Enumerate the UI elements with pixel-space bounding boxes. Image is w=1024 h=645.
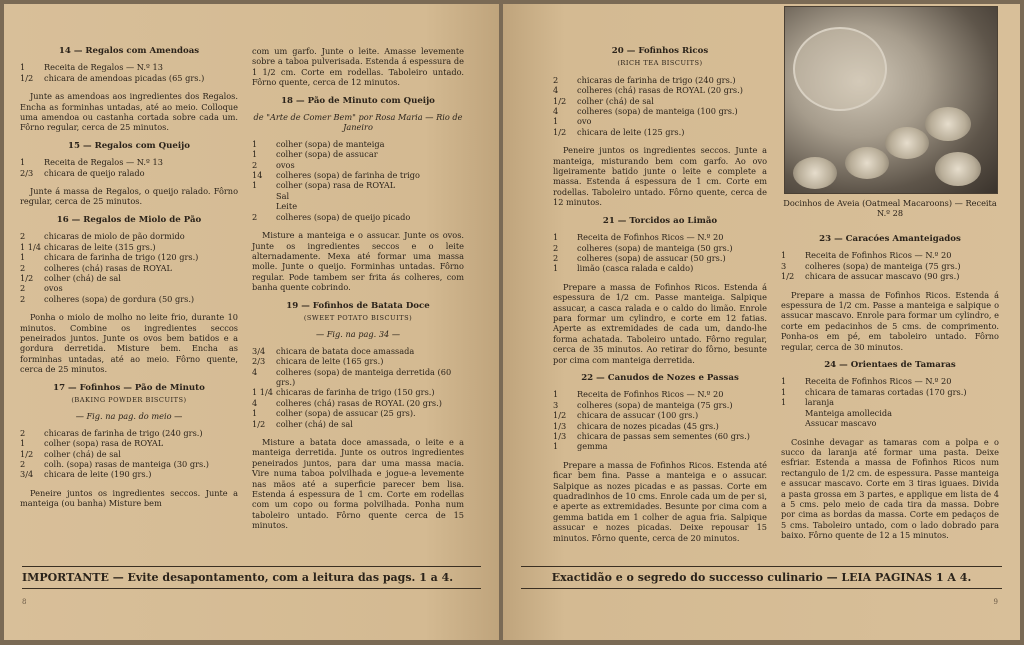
ingredient-line — [20, 273, 238, 283]
ingredient-quantity: 2 — [553, 252, 559, 263]
ingredient-text: chicara de passas sem sementes (60 grs.) — [577, 431, 750, 441]
ingredient-line — [252, 367, 464, 388]
ingredient-line — [553, 127, 767, 137]
ingredient-text: colheres (sopa) de manteiga (75 grs.) — [805, 260, 961, 271]
left-page — [4, 4, 499, 640]
right-page-number: 9 — [993, 598, 998, 606]
ingredient-quantity: 1 — [252, 149, 258, 160]
ingredient-text: chicaras de farinha de trigo (240 grs.) — [577, 74, 736, 85]
recipe-heading: 17 — Fofinhos — Pão de Minuto — [53, 382, 205, 393]
ingredient-line — [252, 346, 464, 356]
ingredient-line — [781, 250, 999, 260]
ingredient-text: colher (chá) de sal — [276, 418, 353, 429]
instructions-paragraph: Cosinhe devagar as tamaras com a polpa e o succo da laranja até formar uma pasta. Deixe esfriar. Estenda a massa de Fofinhos Ricos num rectangulo de 1/2 cm. de espessura. Passe manteiga e assucar mascavo. Corte em 3 tiras iguaes. Divida a pasta grossa em 3 partes, e applique em lista de 4 a 5 cms. pelo meio de cada tira da massa. Dobre por cima as bordas da massa. Corte em pedaços de 5 cms. Taboleiro untado, com o lado dobrado para baixo. Fôrno quente de 12 a 15 minutos. — [781, 436, 999, 541]
ingredient-text: chicara de queijo ralado — [44, 167, 145, 178]
instructions-paragraph: Junte á massa de Regalos, o queijo ralado. Fôrno regular, cerca de 25 minutos. — [20, 186, 238, 207]
ingredient-text: colher (sopa) rasa de ROYAL — [44, 438, 164, 449]
ingredient-quantity: 4 — [252, 366, 258, 377]
ingredient-text: chicara de amendoas picadas (65 grs.) — [44, 72, 205, 83]
right-page — [503, 4, 1020, 640]
ingredient-line — [553, 85, 767, 95]
ingredient-quantity: 2 — [20, 459, 26, 469]
ingredient-quantity: 1/3 — [553, 420, 567, 431]
ingredient-text: Leite — [276, 201, 298, 212]
ingredient-quantity: 1/3 — [553, 431, 567, 441]
ingredient-line — [553, 106, 767, 116]
ingredient-text: chicara de assucar (100 grs.) — [577, 410, 699, 421]
ingredient-line — [20, 428, 238, 438]
ingredient-line — [252, 398, 464, 408]
ingredient-text: colheres (sopa) de gordura (50 grs.) — [44, 293, 195, 304]
figure-note: — Fig. na pag. 34 — — [315, 329, 401, 340]
ingredient-line — [20, 242, 238, 252]
ingredient-line — [20, 438, 238, 448]
right-column-1 — [553, 38, 767, 547]
ingredient-quantity: 2 — [252, 159, 258, 170]
ingredient-text: chicara de nozes picadas (45 grs.) — [577, 420, 719, 431]
ingredient-text: colher (sopa) rasa de ROYAL — [276, 180, 396, 191]
ingredient-line — [20, 252, 238, 262]
ingredient-quantity: 1/2 — [553, 410, 567, 421]
right-footer: Exactidão e o segredo do successo culinario — LEIA PAGINAS 1 A 4. — [521, 566, 1002, 589]
ingredient-quantity: 2 — [20, 283, 26, 294]
ingredient-text: chicara de assucar mascavo (90 grs.) — [805, 271, 960, 282]
ingredient-quantity: 1 — [20, 62, 26, 73]
instructions-paragraph: Ponha o miolo de molho no leite frio, durante 10 minutos. Combine os ingredientes seccos peneirados juntos. Junte os ovos bem batidos e a gordura derretida. Misture bem. Encha as forminhas untadas, até ao meio. Fôrno quente, cerca de 25 minutos. — [20, 312, 238, 375]
ingredient-quantity: 3 — [553, 399, 559, 410]
ingredient-quantity: 1 — [553, 263, 559, 274]
recipe-heading: 22 — Canudos de Nozes e Passas — [581, 372, 739, 383]
ingredient-line — [553, 253, 767, 263]
ingredient-line — [20, 449, 238, 459]
figure-note: de "Arte de Comer Bem" por Rosa Maria — Rio de Janeiro — [253, 112, 463, 133]
ingredient-text: colheres (chá) rasas de ROYAL — [44, 262, 172, 273]
ingredient-line — [252, 191, 464, 201]
cookie — [793, 157, 837, 189]
ingredient-text: Receita de Fofinhos Ricos — N.º 20 — [805, 376, 952, 387]
recipe-heading: 24 — Orientaes de Tamaras — [824, 360, 956, 371]
ingredient-text: Receita de Regalos — N.º 13 — [44, 62, 163, 73]
ingredient-text: chicaras de farinha de trigo (150 grs.) — [276, 387, 435, 398]
ingredient-text: chicaras de miolo de pão dormido — [44, 231, 185, 242]
instructions-paragraph: Prepare a massa de Fofinhos Ricos. Estenda á espessura de 1/2 cm. Passe manteiga. Salpique assucar, a casca ralada e o caldo do limão. Enrole para formar um cylindro, e corte em 12 fatias. Aperte as extremidades de cada um, dando-lhe forma achatada. Taboleiro untado. Fôrno regular, cerca de 35 minutos. Ao retirar do fôrno, besunte por cima com manteiga derretida. — [553, 281, 767, 365]
ingredient-quantity: 1 — [553, 389, 559, 400]
ingredient-line — [252, 419, 464, 429]
ingredient-quantity: 1/2 — [20, 448, 34, 459]
ingredient-quantity: 3 — [781, 260, 787, 271]
recipe-subtitle: (RICH TEA BISCUITS) — [617, 59, 703, 68]
cookie — [935, 152, 981, 186]
ingredient-quantity: 1 — [553, 441, 559, 452]
ingredient-quantity: 4 — [252, 397, 258, 408]
ingredient-quantity: 2 — [20, 262, 26, 273]
recipe-subtitle: (BAKING POWDER BISCUITS) — [71, 395, 187, 404]
ingredient-line — [252, 356, 464, 366]
ingredient-quantity — [252, 191, 276, 201]
ingredient-text: chicara de leite (190 grs.) — [44, 469, 152, 480]
ingredient-quantity: 1/2 — [553, 126, 567, 137]
recipe-subtitle: (SWEET POTATO BISCUITS) — [303, 313, 413, 322]
ingredient-text: chicara de leite (165 grs.) — [276, 356, 384, 367]
ingredient-line — [553, 232, 767, 242]
ingredient-quantity: 1/2 — [20, 272, 34, 283]
recipe-heading: 16 — Regalos de Miolo de Pão — [56, 214, 202, 225]
ingredient-text: colheres (sopa) de manteiga (75 grs.) — [577, 399, 733, 410]
recipe-heading: 21 — Torcidos ao Limão — [602, 215, 718, 226]
ingredient-line — [553, 96, 767, 106]
ingredient-quantity: 1 — [553, 116, 559, 127]
ingredient-quantity: 2 — [553, 74, 559, 85]
ingredient-text: chicaras de farinha de trigo (240 grs.) — [44, 427, 203, 438]
ingredient-line — [553, 421, 767, 431]
left-column-1 — [20, 38, 238, 513]
ingredient-line — [553, 431, 767, 441]
ingredient-line — [20, 294, 238, 304]
ingredient-text: colher (sopa) de manteiga — [276, 138, 385, 149]
ingredient-line — [252, 201, 464, 211]
ingredient-line — [20, 263, 238, 273]
ingredient-line — [252, 180, 464, 190]
ingredient-line — [252, 160, 464, 170]
ingredient-quantity: 2 — [20, 293, 26, 304]
ingredient-line — [20, 62, 238, 72]
ingredient-quantity: 1 1/4 — [20, 241, 41, 252]
ingredient-quantity: 1 — [781, 376, 787, 387]
macaroons-photo — [784, 6, 998, 194]
ingredient-text: colh. (sopa) rasas de manteiga (30 grs.) — [44, 459, 209, 469]
ingredient-line — [553, 243, 767, 253]
ingredient-line — [553, 75, 767, 85]
ingredient-quantity: 1 — [781, 397, 787, 408]
cookie — [885, 127, 929, 159]
ingredient-quantity: 1 — [553, 232, 559, 243]
photo-caption: Docinhos de Aveia (Oatmeal Macaroons) — Receita N.º 28 — [783, 198, 997, 219]
ingredient-text: laranja — [805, 397, 834, 408]
cookie — [845, 147, 889, 179]
ingredient-text: colheres (sopa) de manteiga (100 grs.) — [577, 106, 738, 117]
right-column-2 — [781, 226, 999, 545]
ingredient-text: colheres (sopa) de manteiga derretida (60 grs.) — [276, 366, 452, 387]
instructions-paragraph: com um garfo. Junte o leite. Amasse levemente sobre a taboa pulverisada. Estenda á espessura de 1 1/2 cm. Corte em rodellas. Taboleiro untado. Fôrno quente, cerca de 12 minutos. — [252, 46, 464, 88]
ingredient-line — [553, 263, 767, 273]
ingredient-quantity: 2/3 — [20, 167, 34, 178]
cookie — [925, 107, 971, 141]
ingredient-text: colheres (sopa) de queijo picado — [276, 211, 411, 222]
ingredient-line — [20, 73, 238, 83]
ingredient-quantity: 3/4 — [252, 345, 266, 356]
ingredient-quantity — [781, 408, 805, 418]
recipe-heading: 23 — Caracóes Amanteigados — [819, 234, 961, 244]
ingredient-line — [781, 376, 999, 386]
ingredient-line — [252, 387, 464, 397]
ingredient-text: Receita de Regalos — N.º 13 — [44, 157, 163, 168]
ingredient-line — [252, 149, 464, 159]
ingredient-text: chicara de batata doce amassada — [276, 345, 415, 356]
ingredient-text: colheres (sopa) de manteiga (50 grs.) — [577, 242, 733, 253]
ingredient-quantity: 2/3 — [252, 356, 266, 367]
left-footer: IMPORTANTE — Evite desapontamento, com a leitura das pags. 1 a 4. — [22, 566, 481, 589]
ingredient-line — [553, 441, 767, 451]
instructions-paragraph: Misture a batata doce amassada, o leite e a manteiga derretida. Junte os outros ingredientes peneirados juntos, para dar uma massa macia. Vire numa taboa polvilhada e jogue-a levemente nas mãos até a superficie parecer bem lisa. Estenda á espessura de 1 cm. Corte em rodellas com um copo ou forma polvilhada. Ponha num taboleiro untado. Fôrno quente cerca de 15 minutos. — [252, 437, 464, 531]
ingredient-quantity: 1 — [252, 408, 258, 419]
ingredient-text: gemma — [577, 441, 608, 452]
ingredient-text: colheres (sopa) de farinha de trigo — [276, 170, 420, 181]
left-column-2 — [252, 38, 464, 535]
left-page-number: 8 — [22, 598, 27, 606]
ingredient-quantity: 3/4 — [20, 469, 34, 480]
ingredient-quantity: 1 — [20, 157, 26, 168]
instructions-paragraph: Junte as amendoas aos ingredientes dos Regalos. Encha as forminhas untadas, até ao meio. Colloque uma amendoa ou castanha cortada sobre cada um. Fôrno regular, cerca de 25 minutos. — [20, 91, 238, 133]
ingredient-text: colher (sopa) de assucar — [276, 149, 378, 160]
ingredient-quantity: 1/2 — [553, 95, 567, 106]
ingredient-quantity: 2 — [20, 427, 26, 438]
ingredient-quantity: 2 — [252, 211, 258, 222]
ingredient-quantity: 2 — [20, 231, 26, 242]
ingredient-text: limão (casca ralada e caldo) — [577, 263, 694, 274]
ingredient-line — [781, 271, 999, 281]
ingredient-text: colher (chá) de sal — [577, 95, 654, 106]
ingredient-text: Receita de Fofinhos Ricos — N.º 20 — [805, 250, 952, 261]
ingredient-line — [781, 387, 999, 397]
ingredient-text: chicara de farinha de trigo (120 grs.) — [44, 252, 199, 263]
ingredient-quantity: 1 — [20, 438, 26, 449]
ingredient-text: ovos — [44, 283, 63, 294]
ingredient-quantity — [781, 418, 805, 428]
instructions-paragraph: Misture a manteiga e o assucar. Junte os ovos. Junte os ingredientes seccos e o leite alternadamente. Mexa até formar uma massa molle. Junte o queijo. Forminhas untadas. Fôrno regular. Pode tambem ser frita ás colheres, com banha quente cobrindo. — [252, 230, 464, 293]
ingredient-quantity: 1/2 — [252, 418, 266, 429]
recipe-heading: 15 — Regalos com Queijo — [68, 140, 190, 151]
ingredient-quantity: 2 — [553, 242, 559, 253]
ingredient-text: Sal — [276, 190, 290, 201]
ingredient-text: chicara de leite (125 grs.) — [577, 126, 685, 137]
ingredient-quantity: 1 — [20, 252, 26, 263]
ingredient-text: colheres (sopa) de assucar (50 grs.) — [577, 252, 726, 263]
ingredient-line — [553, 400, 767, 410]
ingredient-quantity: 1/2 — [781, 271, 795, 282]
ingredient-quantity: 1 — [252, 180, 258, 191]
ingredient-line — [20, 168, 238, 178]
ingredient-line — [252, 408, 464, 418]
ingredient-line — [20, 157, 238, 167]
ingredient-line — [252, 170, 464, 180]
ingredient-text: colheres (chá) rasas de ROYAL (20 grs.) — [577, 85, 743, 96]
instructions-paragraph: Prepare a massa de Fofinhos Ricos. Estenda á espessura de 1/2 cm. Passe a manteiga e salpique o assucar mascavo. Enrole para formar um cylindro, e corte em pedacinhos de 5 cms. de comprimento. Ponha-os em pé, em taboleiro untado. Fôrno regular, cerca de 30 minutos. — [781, 289, 999, 352]
ingredient-text: colher (chá) de sal — [44, 272, 121, 283]
ingredient-quantity: 1 1/4 — [252, 387, 273, 398]
ingredient-quantity: 1 — [781, 386, 787, 397]
ingredient-quantity: 14 — [252, 170, 263, 181]
ingredient-line — [553, 410, 767, 420]
ingredient-text: chicara de tamaras cortadas (170 grs.) — [805, 386, 967, 397]
ingredient-text: ovo — [577, 116, 592, 127]
ingredient-text: colheres (chá) rasas de ROYAL (20 grs.) — [276, 397, 442, 408]
ingredient-line — [20, 283, 238, 293]
recipe-heading: 18 — Pão de Minuto com Queijo — [281, 95, 435, 106]
ingredient-line — [20, 231, 238, 241]
ingredient-quantity: 4 — [553, 106, 559, 117]
bowl — [793, 27, 887, 111]
ingredient-line — [553, 389, 767, 399]
instructions-paragraph: Peneire juntos os ingredientes seccos. Junte a manteiga (ou banha) Misture bem — [20, 487, 238, 509]
ingredient-text: ovos — [276, 159, 295, 170]
ingredient-quantity: 4 — [553, 85, 559, 96]
ingredient-quantity — [252, 201, 276, 211]
recipe-heading: 14 — Regalos com Amendoas — [58, 46, 200, 56]
ingredient-text: Assucar mascavo — [805, 418, 877, 429]
recipe-heading: 19 — Fofinhos de Batata Doce — [286, 300, 430, 311]
instructions-paragraph: Peneire juntos os ingredientes seccos. Junte a manteiga, misturando bem com garfo. Ao ovo ligeiramente batido junte o leite e complete a massa. Estenda á espessura de 1 cm. Corte em rodellas. Taboleiro untado. Fôrno quente, cerca de 12 minutos. — [553, 145, 767, 208]
ingredient-quantity: 1/2 — [20, 72, 34, 83]
ingredient-line — [553, 116, 767, 126]
ingredient-quantity: 1 — [252, 138, 258, 149]
ingredient-quantity: 1 — [781, 250, 787, 261]
ingredient-text: Receita de Fofinhos Ricos — N.º 20 — [577, 232, 724, 243]
ingredient-line — [20, 459, 238, 469]
ingredient-text: Manteiga amollecida — [805, 407, 893, 418]
ingredient-line — [781, 261, 999, 271]
ingredient-line — [781, 418, 999, 428]
ingredient-line — [781, 408, 999, 418]
ingredient-line — [252, 212, 464, 222]
figure-note: — Fig. na pag. do meio — — [75, 411, 183, 422]
ingredient-text: Receita de Fofinhos Ricos — N.º 20 — [577, 389, 724, 400]
instructions-paragraph: Prepare a massa de Fofinhos Ricos. Estenda até ficar bem fina. Passe a manteiga e o assucar. Salpique as nozes picadas e as passas. Corte em quadradinhos de 10 cms. Enrole cada um de per si, e aperte as extremidades. Besunte por cima com a gemma batida em 1 colher de agua fria. Salpique assucar e nozes picadas. Deixe repousar 15 minutos. Fôrno quente, cerca de 20 minutos. — [553, 459, 767, 543]
ingredient-line — [20, 469, 238, 479]
ingredient-text: colher (sopa) de assucar (25 grs). — [276, 408, 416, 419]
recipe-heading: 20 — Fofinhos Ricos — [611, 46, 709, 56]
ingredient-text: colher (chá) de sal — [44, 448, 121, 459]
ingredient-line — [781, 397, 999, 407]
ingredient-line — [252, 139, 464, 149]
ingredient-text: chicaras de leite (315 grs.) — [44, 241, 156, 252]
